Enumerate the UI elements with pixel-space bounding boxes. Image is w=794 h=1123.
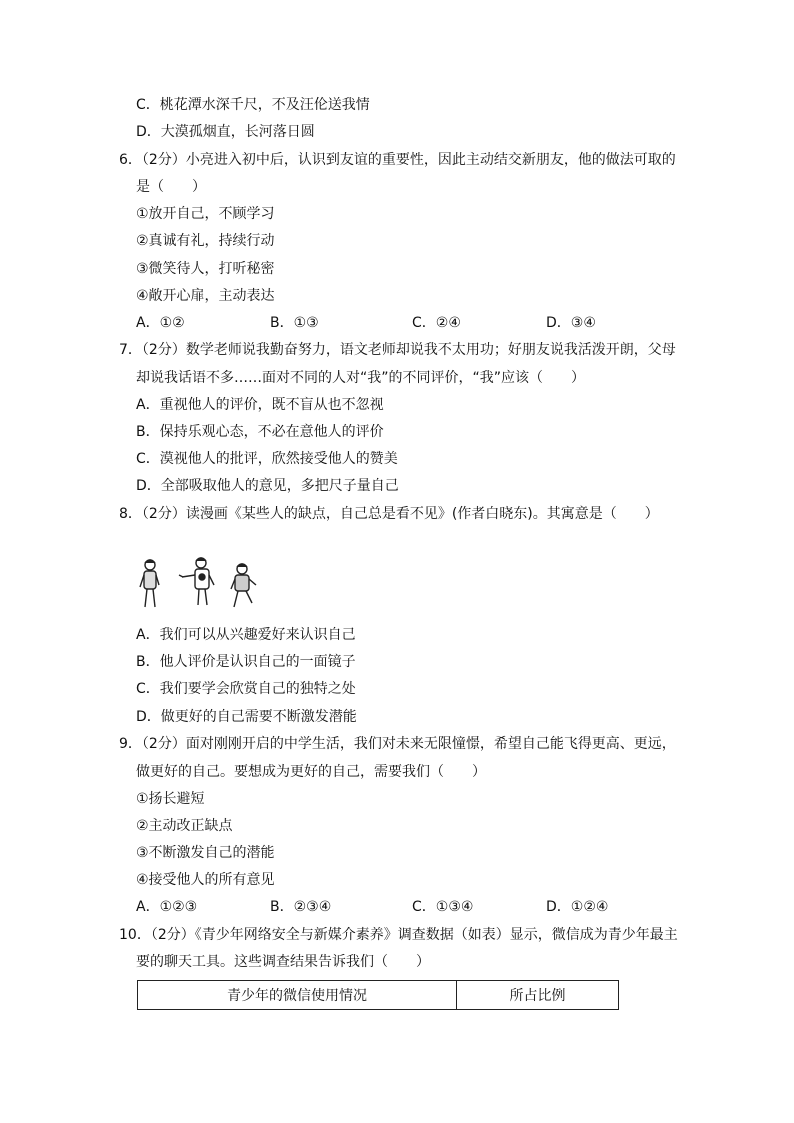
q10-stem-line2: 要的聊天工具。这些调查结果告诉我们（ ） (136, 954, 430, 970)
cartoon-image (138, 555, 268, 615)
q7-option-b: B．保持乐观心态，不必在意他人的评价 (136, 424, 384, 440)
q9-item-2: ②主动改正缺点 (136, 818, 233, 834)
q6-option-a: A．①② (136, 315, 185, 331)
table-header-ratio: 所占比例 (457, 981, 619, 1010)
q6-option-d: D．③④ (546, 315, 596, 331)
q9-option-d: D．①②④ (546, 899, 609, 915)
q6-stem-line1: 6．（2分）小亮进入初中后，认识到友谊的重要性，因此主动结交新朋友，他的做法可取的 (119, 152, 676, 168)
q9-option-c: C．①③④ (412, 899, 474, 915)
survey-table (137, 980, 619, 1010)
q6-item-2: ②真诚有礼，持续行动 (136, 233, 275, 249)
q6-item-1: ①放开自己，不顾学习 (136, 206, 275, 222)
q6-item-4: ④敞开心扉，主动表达 (136, 288, 275, 304)
q9-stem-line1: 9．（2分）面对刚刚开启的中学生活，我们对未来无限憧憬，希望自己能飞得更高、更远， (119, 736, 676, 752)
q5-option-c: C．桃花潭水深千尺，不及汪伦送我情 (136, 97, 370, 113)
q10-stem-line1: 10．（2分）《青少年网络安全与新媒介素养》调查数据（如表）显示，微信成为青少年最主 (119, 927, 678, 943)
q7-stem-line1: 7．（2分）数学老师说我勤奋努力，语文老师却说我不太用功；好朋友说我活泼开朗，父母 (119, 342, 676, 358)
q9-item-3: ③不断激发自己的潜能 (136, 845, 275, 861)
q8-stem: 8．（2分）读漫画《某些人的缺点，自己总是看不见》(作者白晓东)。其寓意是（ ） (119, 506, 659, 522)
q9-option-b: B．②③④ (270, 899, 332, 915)
q7-option-c: C．漠视他人的批评，欣然接受他人的赞美 (136, 451, 398, 467)
q9-item-4: ④接受他人的所有意见 (136, 872, 275, 888)
q5-option-d: D．大漠孤烟直，长河落日圆 (136, 124, 315, 140)
cartoon-person-right (231, 564, 256, 607)
q8-option-a: A．我们可以从兴趣爱好来认识自己 (136, 627, 356, 643)
q9-option-a: A．①②③ (136, 899, 198, 915)
q7-option-a: A．重视他人的评价，既不盲从也不忽视 (136, 397, 384, 413)
cartoon-person-middle (179, 558, 214, 605)
q6-option-c: C．②④ (412, 315, 461, 331)
table-row (138, 981, 619, 1010)
q9-item-1: ①扬长避短 (136, 791, 205, 807)
q7-option-d: D．全部吸取他人的意见，多把尺子量自己 (136, 478, 399, 494)
q6-item-3: ③微笑待人，打听秘密 (136, 261, 275, 277)
cartoon-person-left (140, 560, 159, 607)
q7-stem-line2: 却说我话语不多……面对不同的人对“我”的不同评价，“我”应该（ ） (136, 370, 586, 386)
q6-option-b: B．①③ (270, 315, 319, 331)
q6-stem-line2: 是（ ） (136, 179, 206, 195)
q8-option-c: C．我们要学会欣赏自己的独特之处 (136, 681, 356, 697)
q8-option-b: B．他人评价是认识自己的一面镜子 (136, 654, 356, 670)
q8-option-d: D．做更好的自己需要不断激发潜能 (136, 709, 357, 725)
table-header-usage: 青少年的微信使用情况 (138, 981, 457, 1010)
q9-stem-line2: 做更好的自己。要想成为更好的自己，需要我们（ ） (136, 764, 486, 780)
